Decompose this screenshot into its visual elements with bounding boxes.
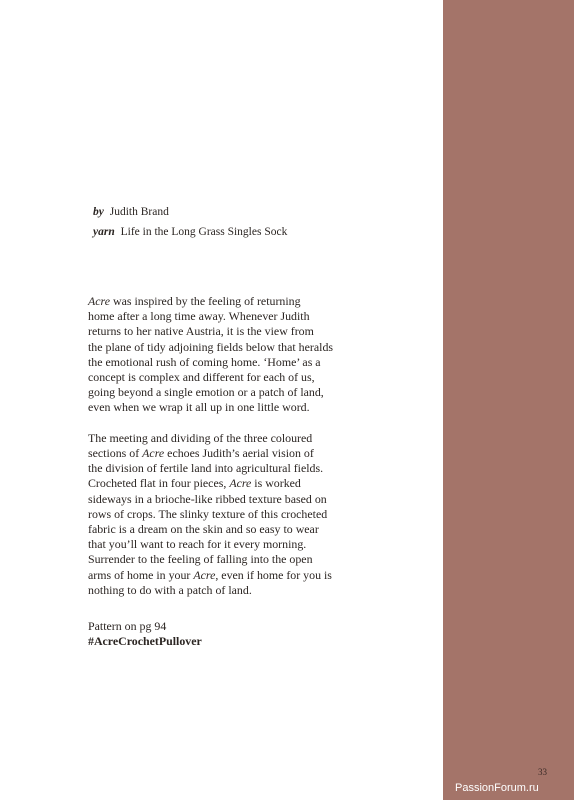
yarn-credit — [93, 222, 423, 242]
paragraph-line: returns to her native Austria, it is the view from — [88, 324, 314, 339]
page-number: 33 — [538, 767, 547, 777]
paragraph-line: rows of crops. The slinky texture of this crocheted — [88, 506, 328, 521]
italic-title: Acre — [142, 446, 165, 461]
article-body — [88, 294, 438, 613]
paragraph-line: home after a long time away. Whenever Judith — [88, 309, 310, 324]
pattern-reference — [88, 619, 202, 649]
paragraph-line: fabric is a dream on the skin and so easy to wear — [88, 522, 319, 537]
paragraph-line: The meeting and dividing of the three coloured — [88, 430, 313, 445]
italic-title: Acre — [193, 567, 216, 582]
yarn-name: Life in the Long Grass Singles Sock — [120, 226, 288, 238]
paragraph-2 — [88, 431, 438, 598]
paragraph-line: the emotional rush of coming home. ‘Home’ as a — [88, 354, 321, 369]
paragraph-line: Acre was inspired by the feeling of returning — [88, 294, 301, 308]
paragraph-line: that you’ll want to reach for it every morning. — [88, 537, 307, 552]
pattern-hashtag: #AcreCrochetPullover — [88, 634, 202, 649]
credits-block — [93, 202, 423, 242]
designer-credit — [93, 202, 423, 222]
paragraph-line: Surrender to the feeling of falling into the open — [88, 552, 313, 567]
paragraph-line: the plane of tidy adjoining fields below that heralds — [88, 339, 334, 354]
paragraph-line: concept is complex and different for each of us, — [88, 370, 315, 385]
italic-title: Acre — [88, 294, 111, 308]
paragraph-line: going beyond a single emotion or a patch of land, — [88, 385, 324, 400]
paragraph-line: even when we wrap it all up in one little word. — [88, 400, 310, 415]
paragraph-line: sideways in a brioche-like ribbed texture based on — [88, 491, 327, 506]
italic-title: Acre — [229, 476, 252, 491]
paragraph-line: arms of home in your Acre, even if home for you is — [88, 567, 332, 582]
pattern-page-ref: Pattern on pg 94 — [88, 619, 167, 633]
paragraph-line: the division of fertile land into agricultural fields. — [88, 461, 324, 476]
site-watermark: PassionForum.ru — [455, 782, 539, 794]
paragraph-line: Crocheted flat in four pieces, Acre is worked — [88, 476, 301, 491]
paragraph-1 — [88, 294, 438, 416]
designer-name: Judith Brand — [109, 206, 169, 218]
yarn-credit-key: yarn — [93, 226, 115, 238]
paragraph-line: sections of Acre echoes Judith’s aerial vision of — [88, 446, 314, 461]
designer-credit-key: by — [93, 206, 104, 218]
paragraph-line: nothing to do with a patch of land. — [88, 582, 252, 597]
side-color-band — [443, 0, 574, 800]
